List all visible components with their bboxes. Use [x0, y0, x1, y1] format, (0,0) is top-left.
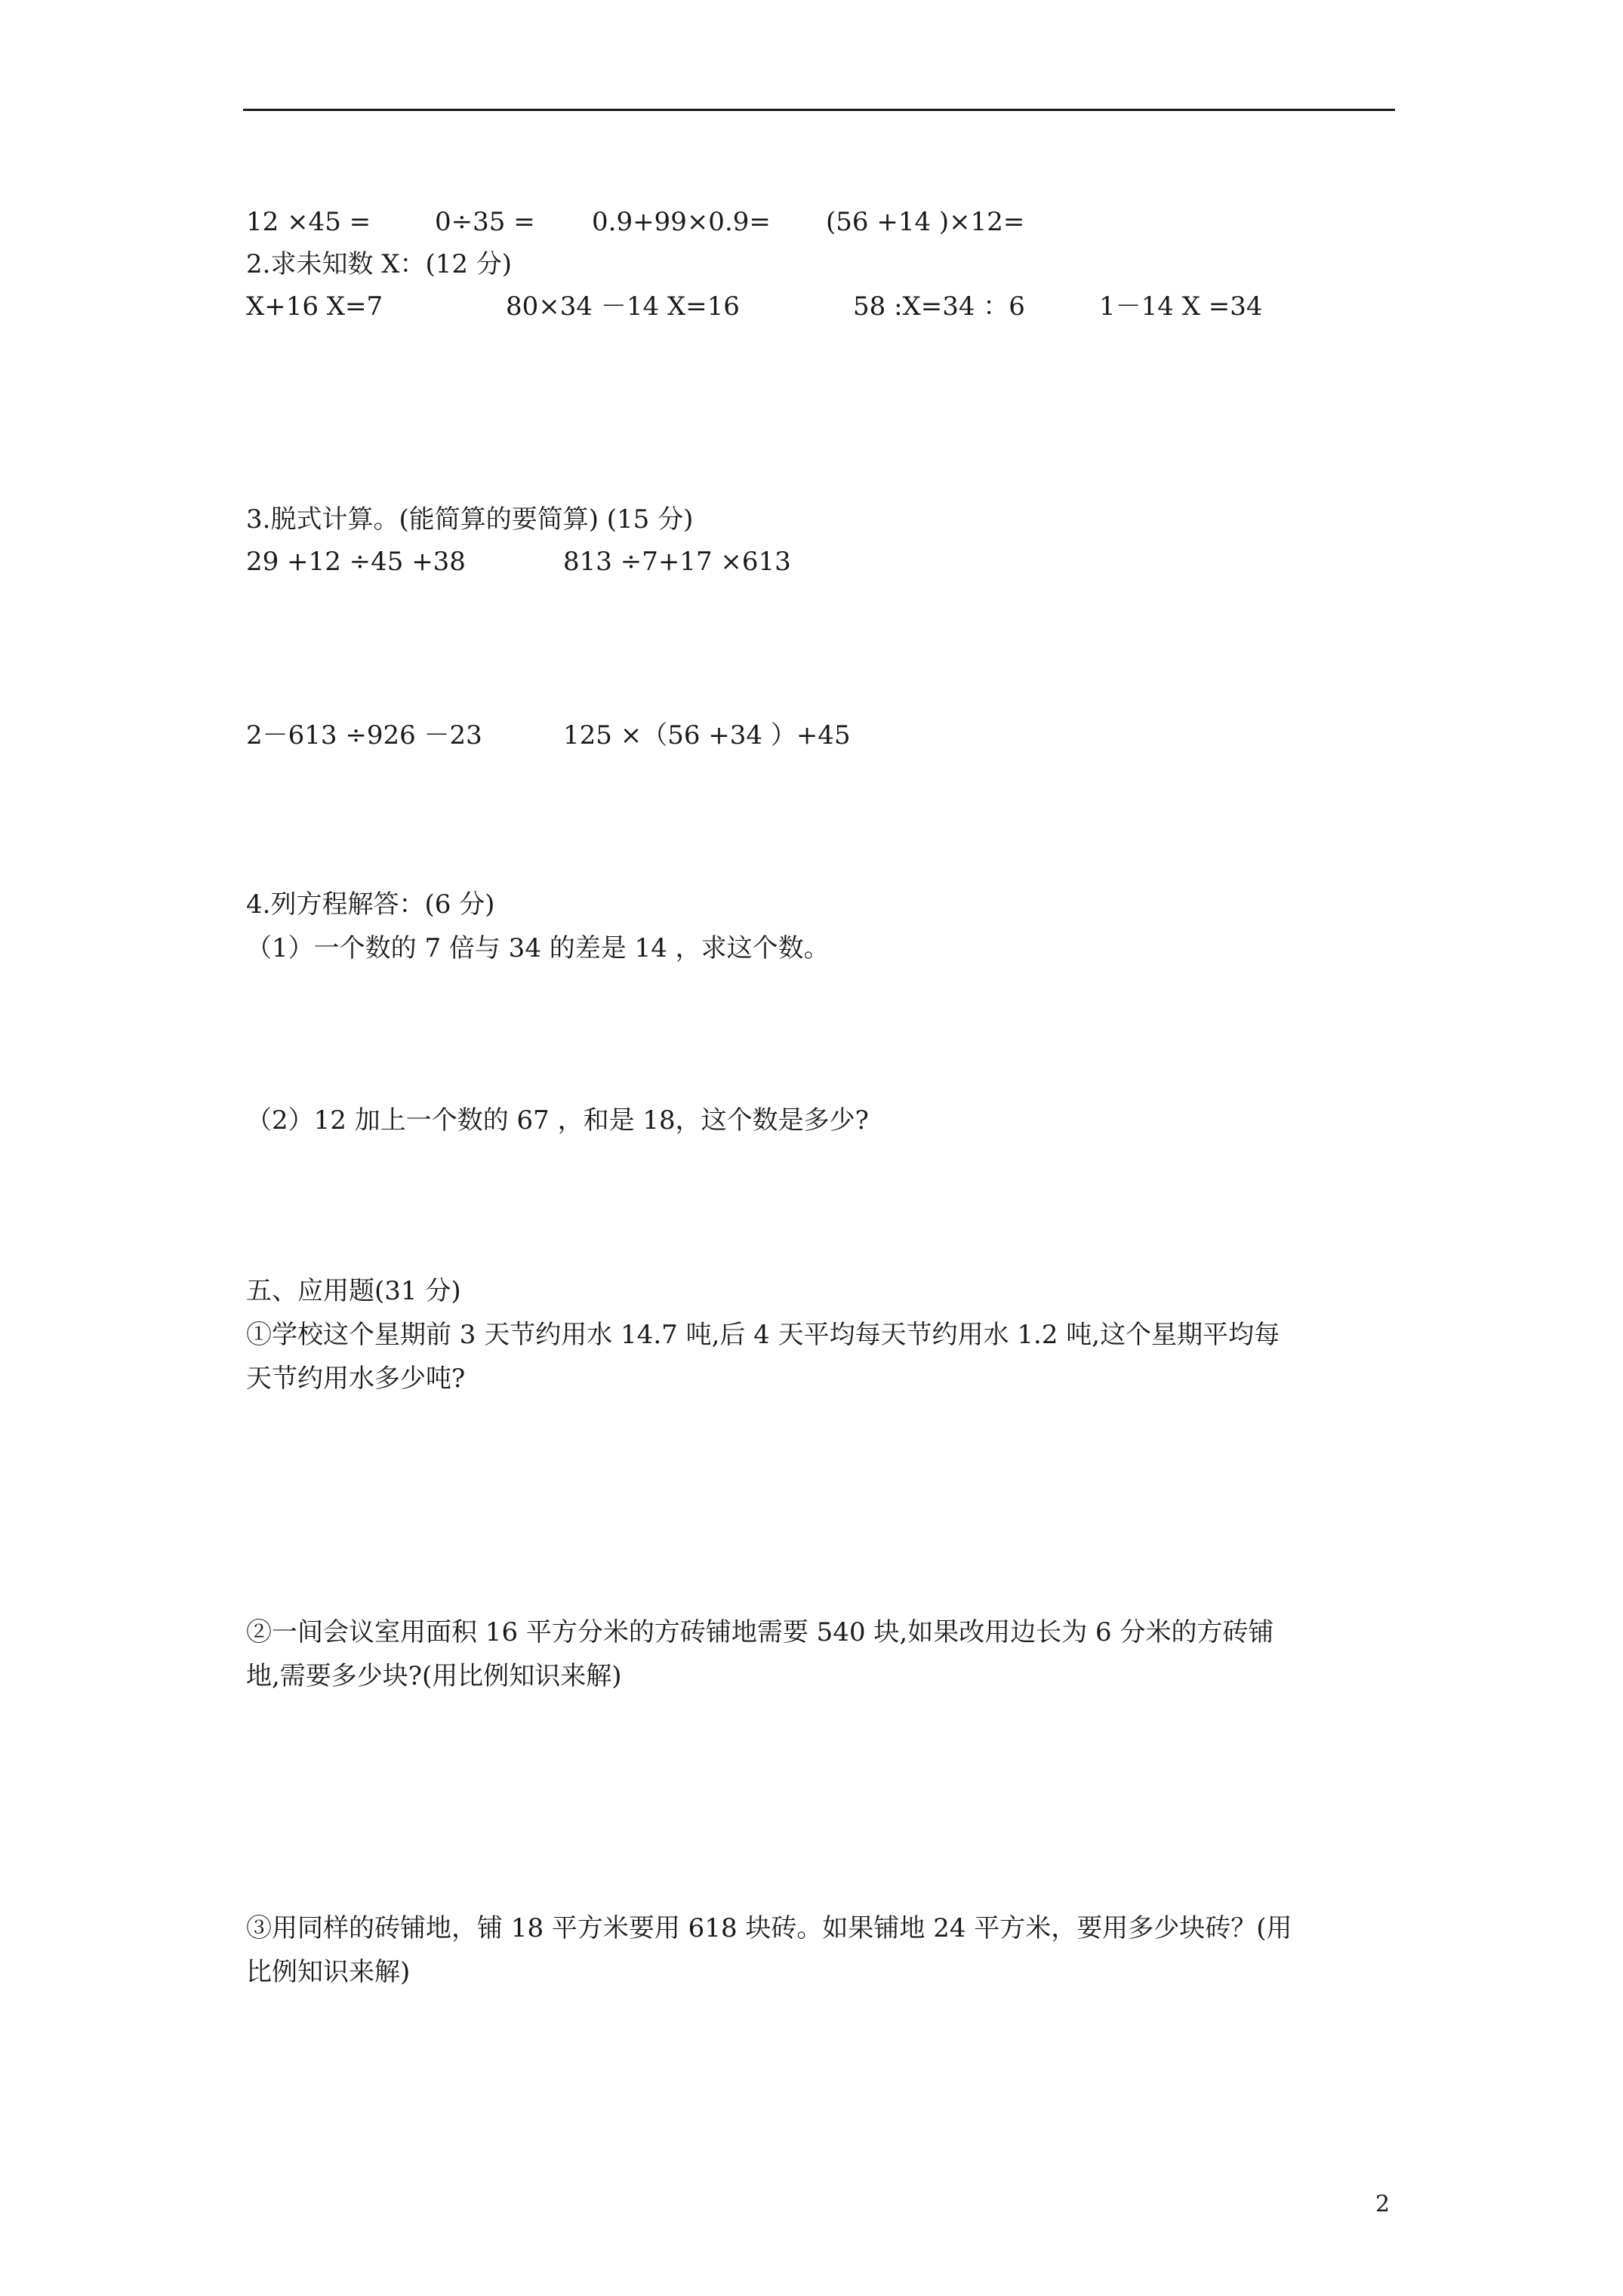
- section-4-title: 4.列方程解答：(6 分): [246, 889, 495, 920]
- section-4-question-1: （1）一个数的 7 倍与 34 的差是 14 ，求这个数。: [246, 933, 830, 963]
- equation-item: 58 :X=34 ：6: [853, 291, 1025, 322]
- expression-item: 813 ÷7+17 ×613: [563, 547, 791, 577]
- section-5-question-2-line-1: ②一间会议室用面积 16 平方分米的方砖铺地需要 540 块,如果改用边长为 6 分米的方砖铺: [246, 1617, 1274, 1647]
- section-4-question-2: （2）12 加上一个数的 67 ，和是 18，这个数是多少?: [246, 1105, 869, 1136]
- section-3-title: 3.脱式计算。(能简算的要简算) (15 分): [246, 504, 694, 535]
- expression-item: 125 ×（56 +34 ）+45: [563, 720, 851, 750]
- expression-item: 2－613 ÷926 －23: [246, 720, 482, 750]
- equation-item: X+16 X=7: [246, 291, 383, 322]
- oral-item: 0÷35 =: [435, 207, 535, 237]
- section-5-title: 五、应用题(31 分): [246, 1276, 461, 1306]
- oral-item: (56 +14 )×12=: [826, 207, 1025, 237]
- section-5-question-3-line-1: ③用同样的砖铺地，铺 18 平方米要用 618 块砖。如果铺地 24 平方米，要用多少块砖？(用: [246, 1913, 1292, 1943]
- section-5-question-2-line-2: 地,需要多少块?(用比例知识来解): [246, 1661, 622, 1691]
- section-5-question-1-line-1: ①学校这个星期前 3 天节约用水 14.7 吨,后 4 天平均每天节约用水 1.2 吨,这个星期平均每: [246, 1320, 1280, 1350]
- oral-item: 0.9+99×0.9=: [592, 207, 771, 237]
- section-5-question-3-line-2: 比例知识来解): [246, 1957, 411, 1987]
- expression-item: 29 +12 ÷45 +38: [246, 547, 466, 577]
- section-5-question-1-line-2: 天节约用水多少吨?: [246, 1364, 466, 1394]
- page-number: 2: [1375, 2191, 1390, 2217]
- header-rule: [243, 109, 1395, 111]
- equation-item: 80×34 －14 X=16: [506, 291, 740, 322]
- equation-item: 1－14 X =34: [1099, 291, 1263, 322]
- section-2-title: 2.求未知数 X：(12 分): [246, 249, 513, 279]
- oral-item: 12 ×45 =: [246, 207, 371, 237]
